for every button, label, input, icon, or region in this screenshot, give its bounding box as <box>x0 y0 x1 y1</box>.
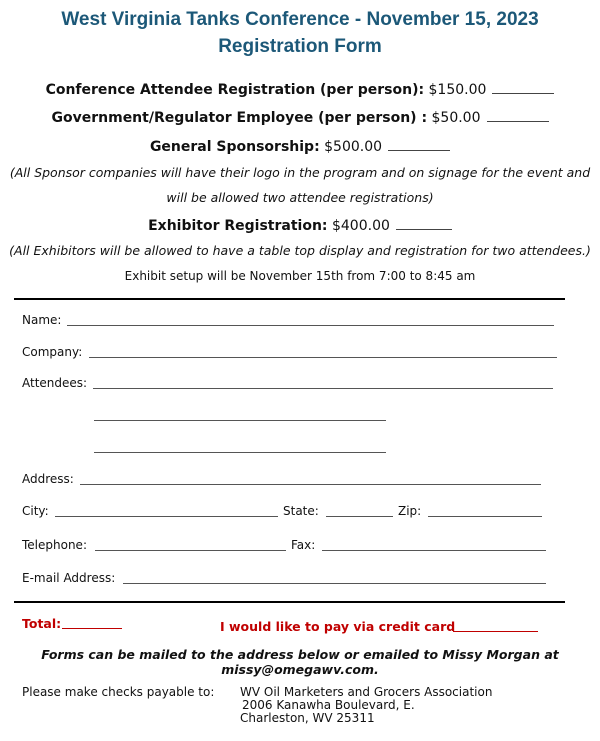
attendee-quantity-blank[interactable] <box>492 79 554 94</box>
sponsor-note-line2: will be allowed two attendee registrations) <box>166 190 434 205</box>
payee-name: WV Oil Marketers and Grocers Association <box>240 685 493 699</box>
address-label: Address: <box>22 472 74 486</box>
address-field[interactable] <box>80 484 541 485</box>
credit-card-field[interactable] <box>453 631 538 632</box>
name-label: Name: <box>22 313 62 327</box>
mail-note-line1: Forms can be mailed to the address below or emailed to Missy Morgan at <box>41 647 559 662</box>
exhibitor-quantity-blank[interactable] <box>396 215 452 230</box>
attendee-field-1[interactable] <box>93 388 553 389</box>
setup-note: Exhibit setup will be November 15th from 7:00 to 8:45 am <box>124 269 476 283</box>
payee-address <box>240 686 492 725</box>
sponsorship-price-label: General Sponsorship: <box>149 139 320 155</box>
attendee-field-2[interactable] <box>94 420 386 421</box>
attendee-price-line <box>0 79 600 98</box>
email-field[interactable] <box>123 583 546 584</box>
divider-bottom <box>14 601 565 603</box>
government-price-label: Government/Regulator Employee (per person) : <box>51 110 428 126</box>
total-field[interactable] <box>62 628 122 629</box>
government-price: $50.00 <box>431 110 481 126</box>
name-field[interactable] <box>67 325 554 326</box>
attendees-label: Attendees: <box>22 376 88 390</box>
exhibitor-price-line <box>0 215 600 234</box>
city-label: City: <box>22 504 49 518</box>
fax-field[interactable] <box>322 550 546 551</box>
attendee-field-3[interactable] <box>94 452 386 453</box>
mail-note <box>0 647 600 677</box>
attendee-price-label: Conference Attendee Registration (per person): <box>45 82 425 98</box>
exhibitor-price-label: Exhibitor Registration: <box>148 218 328 234</box>
checks-payable-label: Please make checks payable to: <box>22 685 215 699</box>
sponsorship-price-line <box>0 136 600 155</box>
exhibitor-note: (All Exhibitors will be allowed to have a table top display and registration for two attendees.) <box>9 243 591 258</box>
city-field[interactable] <box>55 516 278 517</box>
payee-street: 2006 Kanawha Boulevard, E. <box>242 698 415 712</box>
state-label: State: <box>283 504 319 518</box>
page-title: West Virginia Tanks Conference - November 15, 2023 <box>61 9 539 30</box>
page-subtitle: Registration Form <box>218 36 382 57</box>
state-field[interactable] <box>326 516 393 517</box>
attendee-price: $150.00 <box>428 82 487 98</box>
sponsorship-quantity-blank[interactable] <box>388 136 450 151</box>
telephone-label: Telephone: <box>22 538 87 552</box>
company-field[interactable] <box>89 357 557 358</box>
company-label: Company: <box>22 345 83 359</box>
sponsorship-price: $500.00 <box>324 139 383 155</box>
fax-label: Fax: <box>291 538 316 552</box>
exhibitor-price: $400.00 <box>331 218 390 234</box>
zip-label: Zip: <box>398 504 422 518</box>
government-quantity-blank[interactable] <box>487 107 549 122</box>
divider-top <box>14 298 565 300</box>
government-price-line <box>0 107 600 126</box>
email-label: E-mail Address: <box>22 571 116 585</box>
zip-field[interactable] <box>428 516 542 517</box>
credit-card-label: I would like to pay via credit card <box>220 619 456 634</box>
telephone-field[interactable] <box>95 550 286 551</box>
sponsor-note-line1: (All Sponsor companies will have their logo in the program and on signage for the event and <box>9 165 591 180</box>
total-label: Total: <box>22 616 62 631</box>
mail-note-email: missy@omegawv.com. <box>221 662 379 677</box>
payee-city: Charleston, WV 25311 <box>240 711 375 725</box>
